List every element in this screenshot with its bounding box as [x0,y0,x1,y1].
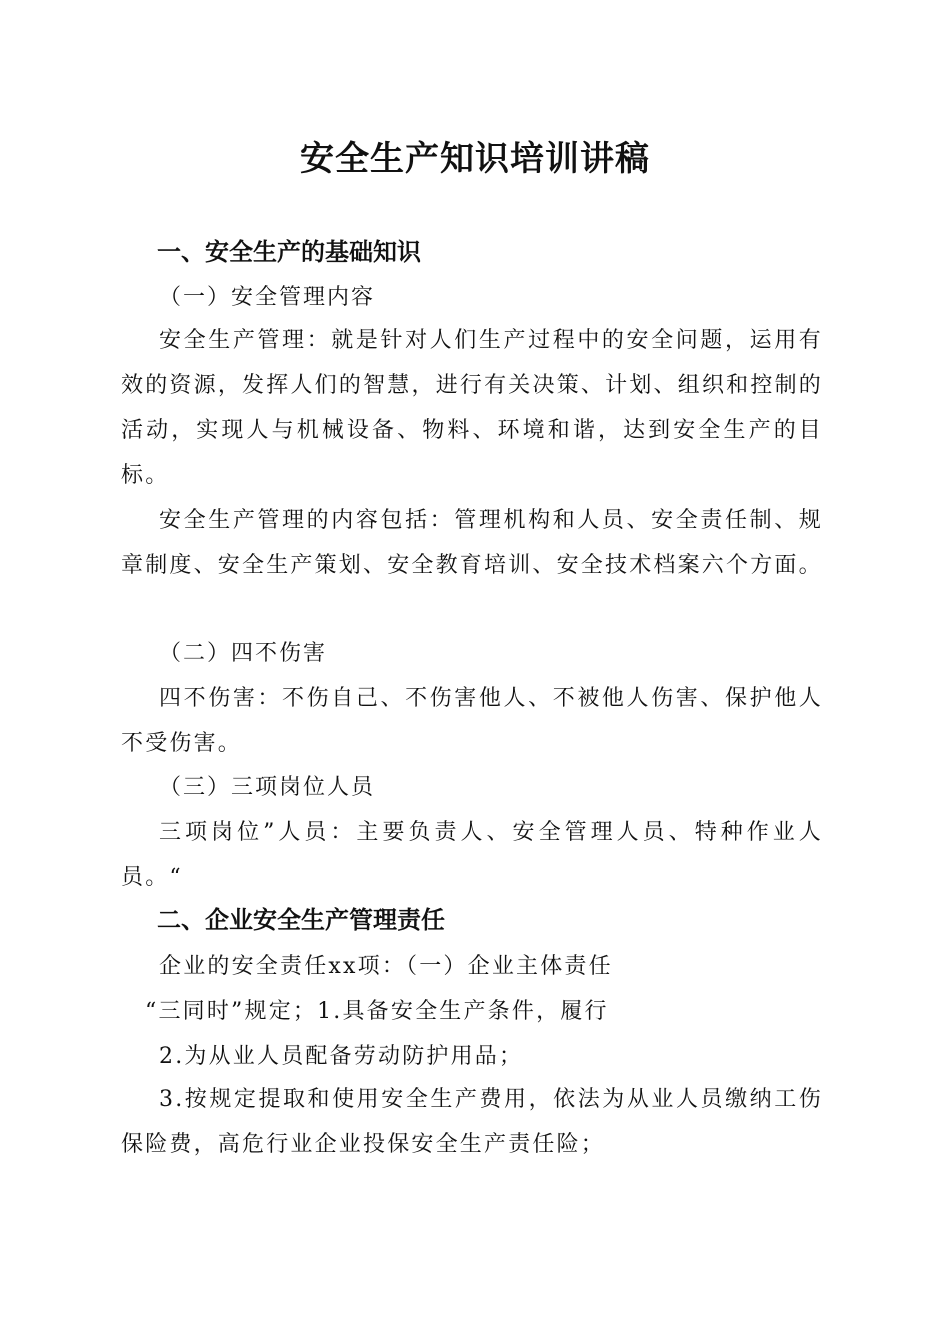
paragraph-management-content: 安全生产管理的内容包括：管理机构和人员、安全责任制、规章制度、安全生产策划、安全教育培训、安全技术档案六个方面。 [121,508,823,578]
paragraph-three-positions: 三项岗位”人员：主要负责人、安全管理人员、特种作业人员。“ [121,820,823,890]
line-protective-equipment: 2.为从业人员配备劳动防护用品； [159,1044,524,1069]
line-enterprise-responsibility: 企业的安全责任xx项：（一）企业主体责任 [159,954,613,979]
subsection-1-heading: （一）安全管理内容 [159,285,376,310]
subsection-2-heading: （二）四不伤害 [159,641,328,666]
line-three-simultaneous: “三同时”规定；1.具备安全生产条件，履行 [145,999,609,1024]
section-1-heading: 一、安全生产的基础知识 [157,238,421,266]
subsection-3-heading: （三）三项岗位人员 [159,775,376,800]
document-title: 安全生产知识培训讲稿 [300,139,650,179]
paragraph-four-no-harm: 四不伤害：不伤自己、不伤害他人、不被他人伤害、保护他人不受伤害。 [121,686,823,756]
section-2-heading: 二、企业安全生产管理责任 [157,906,445,934]
paragraph-safety-management: 安全生产管理：就是针对人们生产过程中的安全问题，运用有效的资源，发挥人们的智慧，进行有关决策、计划、组织和控制的活动，实现人与机械设备、物料、环境和谐，达到安全生产的目标。 [121,328,823,488]
paragraph-safety-funds: 3.按规定提取和使用安全生产费用，依法为从业人员缴纳工伤保险费，高危行业企业投保安全生产责任险； [121,1087,823,1157]
